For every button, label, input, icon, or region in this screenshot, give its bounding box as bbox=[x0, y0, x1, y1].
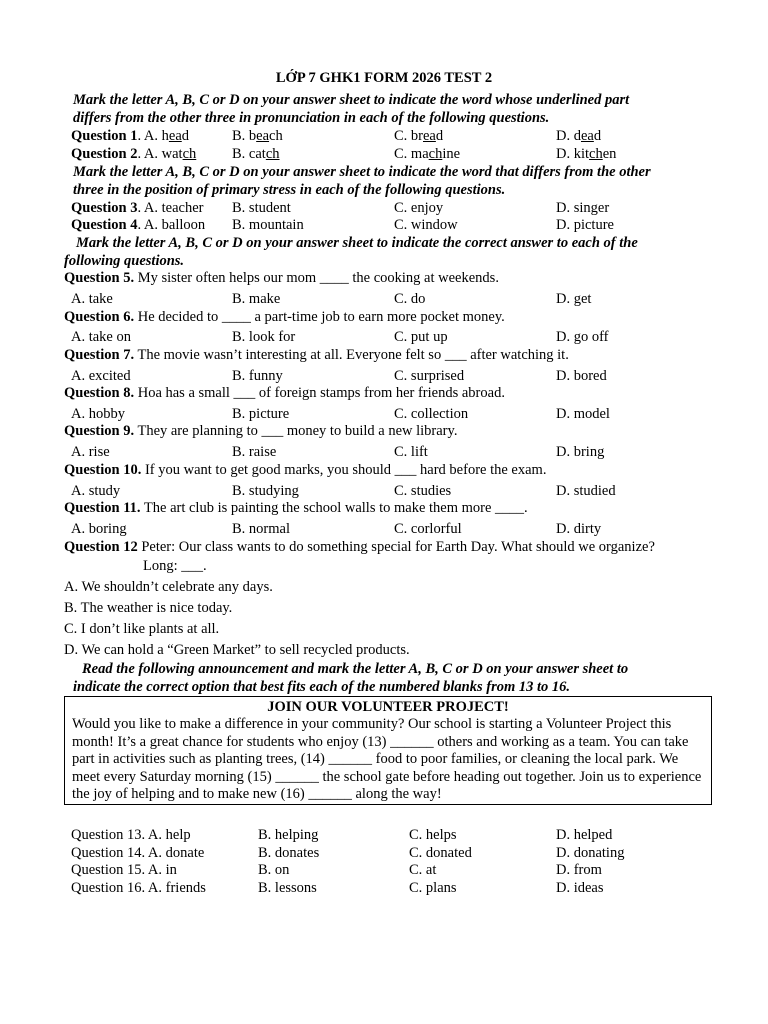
question-9-stem bbox=[64, 422, 754, 440]
question-6-option-a: A. take on bbox=[71, 329, 131, 345]
question-9-option-d: D. bring bbox=[556, 444, 605, 460]
instruction-stress-line1: Mark the letter A, B, C or D on your answer sheet to indicate the word that differs from the other bbox=[73, 164, 651, 180]
q1-c-pre: C. br bbox=[394, 128, 423, 144]
question-16-option-b: B. lessons bbox=[258, 880, 317, 896]
question-8-stem bbox=[64, 384, 754, 402]
question-2-option-c bbox=[394, 145, 460, 163]
question-12-stem bbox=[64, 538, 754, 556]
q2-b-underlined: ch bbox=[265, 146, 280, 162]
question-9-text: They are planning to ___ money to build a new library. bbox=[134, 423, 458, 439]
q2-d-post: en bbox=[602, 146, 617, 162]
question-2 bbox=[0, 145, 768, 163]
question-1-option-b bbox=[232, 127, 283, 145]
question-11-option-d: D. dirty bbox=[556, 521, 602, 537]
q1-b-pre: B. b bbox=[232, 128, 257, 144]
question-5-option-d: D. get bbox=[556, 291, 592, 307]
question-6-option-d: D. go off bbox=[556, 329, 609, 345]
question-15-option-a: Question 15. A. in bbox=[71, 862, 177, 878]
question-12-option-b: B. The weather is nice today. bbox=[64, 600, 233, 616]
question-8-label: Question 8. bbox=[64, 385, 135, 401]
question-16 bbox=[0, 879, 768, 897]
question-16-option-a: Question 16. A. friends bbox=[71, 880, 206, 896]
question-10-option-a: A. study bbox=[71, 483, 121, 499]
question-5-option-a: A. take bbox=[71, 291, 113, 307]
question-7-option-a: A. excited bbox=[71, 368, 131, 384]
question-9-option-c: C. lift bbox=[394, 444, 428, 460]
question-7-label: Question 7. bbox=[64, 347, 135, 363]
question-15-option-c: C. at bbox=[409, 862, 437, 878]
question-8-options bbox=[0, 405, 768, 423]
question-6-options bbox=[0, 328, 768, 346]
question-4-option-b: B. mountain bbox=[232, 217, 304, 233]
question-9-options bbox=[0, 443, 768, 461]
question-7-option-c: C. surprised bbox=[394, 368, 465, 384]
q1-c-post: d bbox=[435, 128, 444, 144]
q2-d-underlined: ch bbox=[589, 146, 603, 162]
q2-c-pre: C. ma bbox=[394, 146, 429, 162]
question-16-option-c: C. plans bbox=[409, 880, 457, 896]
question-6-option-b: B. look for bbox=[232, 329, 296, 345]
q1-c-underlined: ea bbox=[423, 128, 436, 144]
instruction-reading-line2: indicate the correct option that best fits each of the numbered blanks from 13 to 16. bbox=[73, 679, 571, 695]
question-11-option-b: B. normal bbox=[232, 521, 290, 537]
question-15 bbox=[0, 861, 768, 879]
question-14-option-c: C. donated bbox=[409, 845, 472, 861]
question-9-option-a: A. rise bbox=[71, 444, 110, 460]
question-12-option-d: D. We can hold a “Green Market” to sell recycled products. bbox=[64, 642, 410, 658]
question-3-label: Question 3 bbox=[71, 200, 138, 216]
question-6-option-c: C. put up bbox=[394, 329, 448, 345]
question-10-option-d: D. studied bbox=[556, 483, 616, 499]
instruction-pronunciation-line1: Mark the letter A, B, C or D on your answer sheet to indicate the word whose underlined part bbox=[73, 92, 630, 108]
question-10-label: Question 10. bbox=[64, 462, 142, 478]
question-5-label: Question 5. bbox=[64, 270, 135, 286]
q4-a-text: . A. balloon bbox=[137, 217, 206, 233]
announcement-box bbox=[64, 696, 712, 805]
question-1-option-d bbox=[556, 127, 601, 145]
question-12-label: Question 12 bbox=[64, 539, 138, 555]
question-11-text: The art club is painting the school walls to make them more ____. bbox=[140, 500, 528, 516]
question-7-option-d: D. bored bbox=[556, 368, 607, 384]
q2-a-pre: . A. wat bbox=[137, 146, 183, 162]
question-13-option-c: C. helps bbox=[409, 827, 457, 843]
question-4-option-a bbox=[71, 216, 205, 234]
page-title: LỚP 7 GHK1 FORM 2026 TEST 2 bbox=[275, 70, 493, 86]
question-5-text: My sister often helps our mom ____ the cooking at weekends. bbox=[134, 270, 499, 286]
question-3-option-b: B. student bbox=[232, 200, 291, 216]
question-13-option-a: Question 13. A. help bbox=[71, 827, 191, 843]
question-12-option-a: A. We shouldn’t celebrate any days. bbox=[64, 579, 273, 595]
instruction-reading-line1: Read the following announcement and mark the letter A, B, C or D on your answer sheet to bbox=[82, 661, 629, 677]
question-5-option-b: B. make bbox=[232, 291, 281, 307]
announcement-title: JOIN OUR VOLUNTEER PROJECT! bbox=[267, 699, 509, 715]
question-10-option-c: C. studies bbox=[394, 483, 452, 499]
question-13-option-d: D. helped bbox=[556, 827, 613, 843]
question-3-option-d: D. singer bbox=[556, 200, 610, 216]
question-14-option-d: D. donating bbox=[556, 845, 625, 861]
instruction-correct-line2: following questions. bbox=[64, 253, 185, 269]
question-2-option-d bbox=[556, 145, 616, 163]
question-11-label: Question 11. bbox=[64, 500, 141, 516]
question-10-stem bbox=[64, 461, 754, 479]
q1-b-post: ch bbox=[269, 128, 283, 144]
question-11-option-c: C. corlorful bbox=[394, 521, 462, 537]
question-2-option-a bbox=[71, 145, 196, 163]
question-5-options bbox=[0, 290, 768, 308]
q2-b-pre: B. cat bbox=[232, 146, 266, 162]
instruction-pronunciation-line2: differs from the other three in pronunciation in each of the following questions. bbox=[73, 110, 550, 126]
question-6-label: Question 6. bbox=[64, 309, 135, 325]
question-8-option-a: A. hobby bbox=[71, 406, 125, 422]
instruction-stress-line2: three in the position of primary stress in each of the following questions. bbox=[73, 182, 506, 198]
question-3-option-c: C. enjoy bbox=[394, 200, 444, 216]
question-10-text: If you want to get good marks, you should ___ hard before the exam. bbox=[141, 462, 547, 478]
question-4-label: Question 4 bbox=[71, 217, 138, 233]
question-8-option-c: C. collection bbox=[394, 406, 469, 422]
question-10-options bbox=[0, 482, 768, 500]
question-5-option-c: C. do bbox=[394, 291, 426, 307]
question-2-label: Question 2 bbox=[71, 146, 138, 162]
question-9-option-b: B. raise bbox=[232, 444, 277, 460]
q2-d-pre: D. kit bbox=[556, 146, 590, 162]
question-8-text: Hoa has a small ___ of foreign stamps from her friends abroad. bbox=[134, 385, 505, 401]
question-4-option-d: D. picture bbox=[556, 217, 614, 233]
question-13-option-b: B. helping bbox=[258, 827, 319, 843]
question-5-stem bbox=[64, 269, 754, 287]
q1-b-underlined: ea bbox=[256, 128, 270, 144]
q3-a-text: . A. teacher bbox=[137, 200, 204, 216]
question-16-option-d: D. ideas bbox=[556, 880, 604, 896]
question-9-label: Question 9. bbox=[64, 423, 135, 439]
question-14-option-b: B. donates bbox=[258, 845, 320, 861]
question-1 bbox=[0, 127, 768, 145]
question-12-option-c: C. I don’t like plants at all. bbox=[64, 621, 220, 637]
q2-a-underlined: ch bbox=[182, 146, 197, 162]
q1-a-post: d bbox=[181, 128, 190, 144]
question-6-stem bbox=[64, 308, 754, 326]
question-4 bbox=[0, 216, 768, 234]
question-15-option-b: B. on bbox=[258, 862, 290, 878]
instruction-correct-line1: Mark the letter A, B, C or D on your answer sheet to indicate the correct answer to each of the bbox=[76, 235, 638, 251]
question-10-option-b: B. studying bbox=[232, 483, 299, 499]
question-7-stem bbox=[64, 346, 754, 364]
question-11-options bbox=[0, 520, 768, 538]
question-1-label: Question 1 bbox=[71, 128, 138, 144]
q1-d-pre: D. d bbox=[556, 128, 581, 144]
q2-c-post: ine bbox=[442, 146, 461, 162]
question-11-stem bbox=[64, 499, 754, 517]
question-12-reply: Long: ___. bbox=[143, 558, 207, 574]
question-4-option-c: C. window bbox=[394, 217, 458, 233]
question-7-text: The movie wasn’t interesting at all. Everyone felt so ___ after watching it. bbox=[134, 347, 569, 363]
question-1-option-c bbox=[394, 127, 443, 145]
q1-d-post: d bbox=[593, 128, 602, 144]
question-1-option-a bbox=[71, 127, 189, 145]
q1-d-underlined: ea bbox=[580, 128, 594, 144]
question-8-option-d: D. model bbox=[556, 406, 610, 422]
question-3-option-a bbox=[71, 199, 204, 217]
announcement-body: Would you like to make a difference in your community? Our school is starting a Volunteer Project this month! It’s a great chance for students who enjoy (13) ______ others and working as a team. You can take part in activities such as planting trees, (14) ______ food to poor families, or cleaning the local park. We meet every Saturday morning (15) ______ the school gate before heading out together. Join us to experience the joy of helping and to make new (16) ______ along the way! bbox=[72, 716, 702, 802]
q1-a-pre: . A. h bbox=[137, 128, 169, 144]
question-2-option-b bbox=[232, 145, 280, 163]
q1-a-underlined: ea bbox=[168, 128, 182, 144]
question-12-text: Peter: Our class wants to do something special for Earth Day. What should we organize? bbox=[137, 539, 655, 555]
question-14-option-a: Question 14. A. donate bbox=[71, 845, 205, 861]
question-7-option-b: B. funny bbox=[232, 368, 283, 384]
question-14 bbox=[0, 844, 768, 862]
question-15-option-d: D. from bbox=[556, 862, 602, 878]
question-8-option-b: B. picture bbox=[232, 406, 290, 422]
question-3 bbox=[0, 199, 768, 217]
question-11-option-a: A. boring bbox=[71, 521, 127, 537]
question-6-text: He decided to ____ a part-time job to earn more pocket money. bbox=[134, 309, 505, 325]
question-13 bbox=[0, 826, 768, 844]
question-7-options bbox=[0, 367, 768, 385]
q2-c-underlined: ch bbox=[428, 146, 443, 162]
